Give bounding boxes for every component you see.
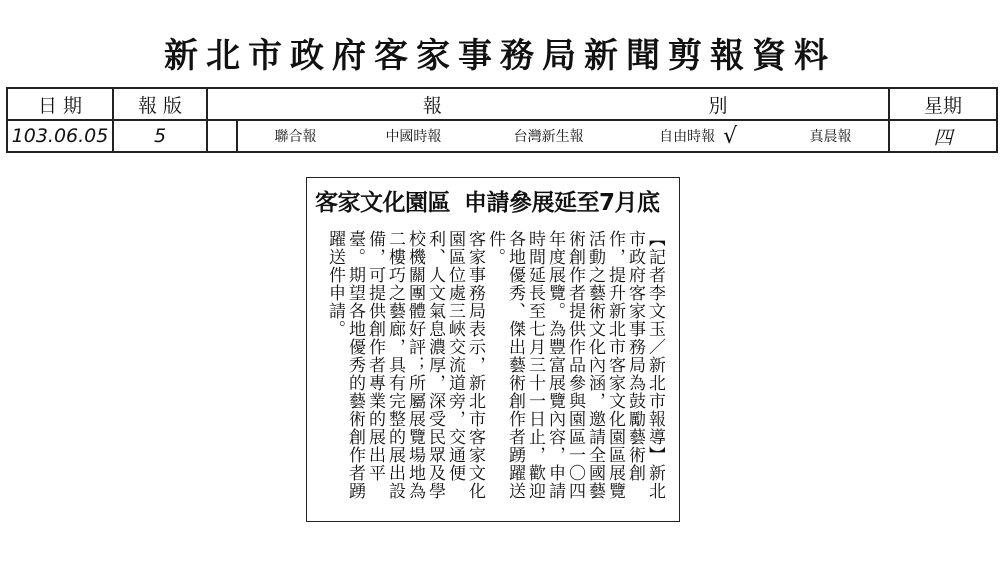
blank-cell: [207, 120, 237, 152]
newspaper-label-a: 報: [422, 94, 442, 117]
date-value: 103.06.05: [7, 120, 113, 152]
edition-label: 報 版: [113, 88, 207, 120]
weekday-label: 星期: [889, 88, 997, 120]
paper-option-zhenchen: [773, 121, 888, 151]
paper-name: 真晨報: [809, 129, 852, 145]
paper-option-chinatimes: [353, 121, 474, 151]
paper-option-udn: [238, 121, 353, 151]
newspaper-options: [237, 120, 889, 152]
headline-part-b: 申請參展延至7月底: [464, 190, 660, 216]
paper-name: 自由時報: [659, 129, 716, 145]
clipping-headline: [315, 184, 671, 217]
paper-name: 中國時報: [385, 129, 442, 145]
clipping-body: [315, 230, 665, 516]
newspaper-label-b: 別: [708, 94, 728, 117]
paper-name: 台灣新生報: [513, 129, 584, 145]
paper-name: 聯合報: [274, 129, 317, 145]
article-paragraph: 客家事務局表示，新北市客家文化園區位處三峽交流道旁，交通便利、人文氣息濃厚，深受民眾及學校機關團體好評；所屬展覽場地為二樓巧之藝廊，具有完整的展出設備，可提供創作者專業的展出平臺。期望各地優秀的藝術創作者踴躍送件申請。: [325, 230, 485, 500]
article-paragraph: 【記者李文玉／新北市報導】新北市政府客家事務局為鼓勵藝術創作，提升新北市客家文化園區展覽活動之藝術文化內涵，邀請全國藝術創作者提供作品參與園區一〇四年度展覽。為豐富展覽內容，申請時間延長至七月三十一日止，歡迎各地優秀、傑出藝術創作者踴躍送件。: [485, 230, 665, 500]
newspaper-label: [207, 88, 889, 120]
headline-part-a: 客家文化園區: [315, 190, 450, 216]
checkmark-icon: √: [723, 123, 738, 149]
paper-option-shinsheng: [474, 121, 624, 151]
date-label: 日 期: [7, 88, 113, 120]
clipping-info-table: [6, 87, 998, 153]
edition-value: 5: [113, 120, 207, 152]
weekday-value: 四: [889, 120, 997, 152]
paper-option-libertytimes: [623, 121, 773, 151]
page-title: 新北市政府客家事務局新聞剪報資料: [164, 36, 836, 76]
newspaper-clipping: [306, 177, 680, 522]
